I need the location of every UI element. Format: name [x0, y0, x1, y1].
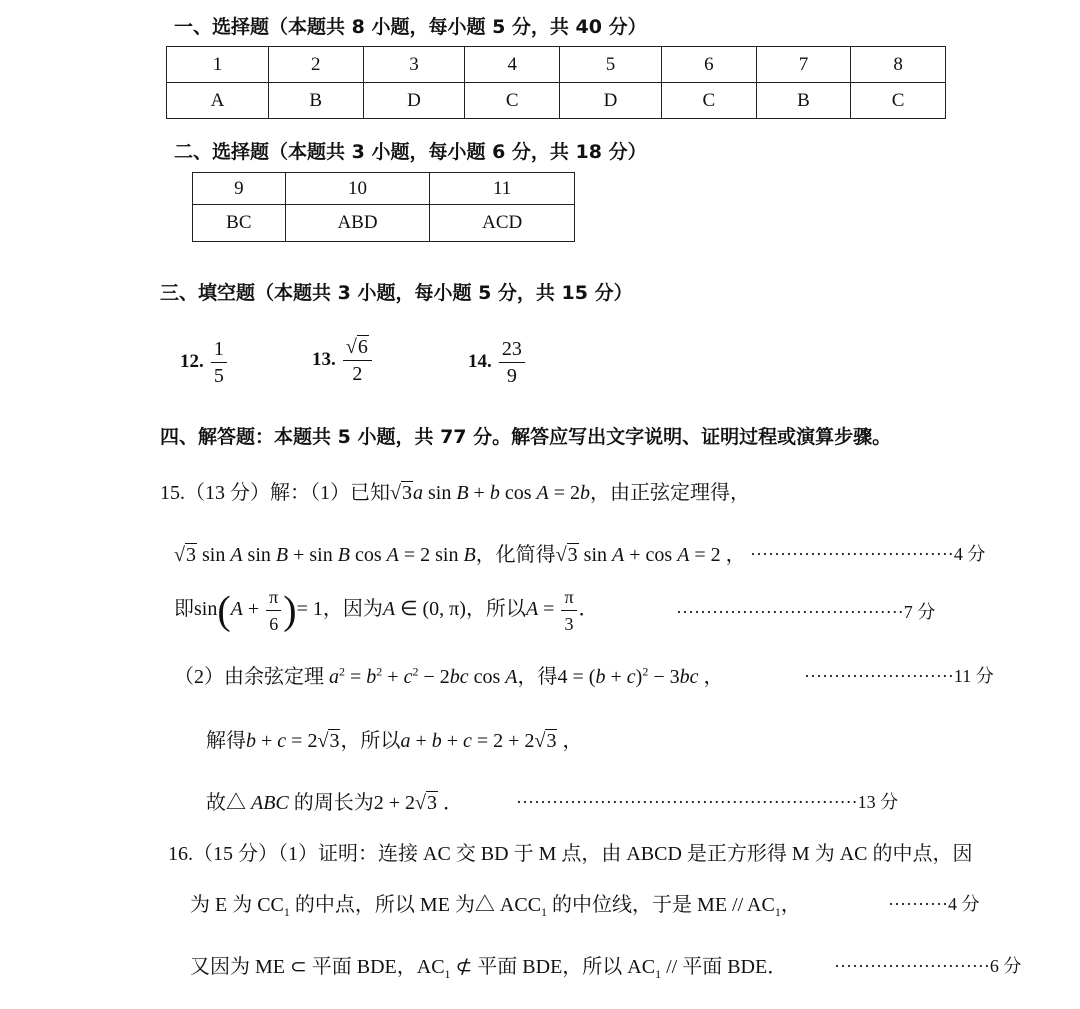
section2-heading: 二、选择题（本题共 3 小题，每小题 6 分，共 18 分）: [174, 141, 647, 163]
q16-line-2: 为 E 为 $CC_1$ 的中点，所以 ME 为△ $ACC_1$ 的中位线，于是 ME // $AC_1$，: [190, 894, 801, 919]
q15-score-1: ··································4 分: [750, 544, 986, 564]
answer-cell-8: C: [851, 83, 946, 119]
q15-line-4: （2）由余弦定理 $a^2 = b^2 + c^2 - 2bc$ cos A，得$4 = (b + c)^2 - 3bc$ ，: [174, 664, 724, 688]
q13-denominator: 2: [352, 363, 363, 385]
question-number-cell-2: 10: [285, 173, 430, 205]
answer-table-1: [166, 46, 946, 119]
answer-q12: [180, 336, 229, 389]
q15-line-3: 即sin(A + $\frac{\pi}{6}$ )= 1，因为A ∈ (0, π)，所以A = $\frac{\pi}{3}$ ．: [174, 584, 599, 637]
q12-numerator: 1: [211, 336, 227, 363]
answer-cell-3: D: [363, 83, 465, 119]
q16-line-1: 16.（15 分）（1）证明：连接 AC 交 BD 于 M 点，由 ABCD 是正方形得 M 为 AC 的中点，因: [168, 843, 973, 865]
q13-numerator: 6: [357, 336, 368, 358]
q16-score-2: ··························6 分: [834, 956, 1022, 976]
q13-label: 13.: [312, 349, 336, 370]
section1-heading: 一、选择题（本题共 8 小题，每小题 5 分，共 40 分）: [174, 16, 647, 38]
question-number-cell-3: 11: [430, 173, 575, 205]
question-number-cell-8: 8: [851, 47, 946, 83]
q16-line-3: 又因为 ME ⊂ 平面 BDE，$AC_1$ ⊄ 平面 BDE，所以 $AC_1$ // 平面 BDE．: [190, 956, 788, 981]
q15-score-4: ·························································13 分: [516, 792, 899, 812]
q12-fraction: [211, 336, 227, 389]
q15-line-1: 15.（13 分）解：（1）已知√3a sin B + b cos A = 2b，由正弦定理得，: [160, 482, 750, 504]
q14-label: 14.: [468, 351, 492, 372]
q14-denominator: 9: [506, 365, 517, 387]
answer-table-2: [192, 172, 575, 242]
q16-score-1: ··········4 分: [888, 894, 980, 914]
q12-denominator: 5: [213, 365, 224, 387]
q14-fraction: [499, 336, 525, 389]
q13-fraction: $\frac{√6}{2}$: [343, 334, 372, 387]
q15-line-5: 解得b + c = 2√3，所以a + b + c = 2 + 2√3 ，: [206, 730, 583, 752]
question-number-cell-2: 2: [268, 47, 363, 83]
answer-cell-2: B: [268, 83, 363, 119]
question-number-cell-5: 5: [560, 47, 662, 83]
answer-cell-2: ABD: [285, 205, 430, 242]
answer-cell-7: B: [756, 83, 851, 119]
q14-numerator: 23: [499, 336, 525, 363]
q12-label: 12.: [180, 351, 204, 372]
section4-heading: 四、解答题：本题共 5 小题，共 77 分。解答应写出文字说明、证明过程或演算步骤。: [160, 426, 892, 448]
answer-q14: [468, 336, 527, 389]
question-number-cell-3: 3: [363, 47, 465, 83]
question-number-cell-1: 9: [193, 173, 286, 205]
answer-cell-3: ACD: [430, 205, 575, 242]
answer-q13: [312, 334, 374, 387]
q15-line-2: √3 sin A sin B + sin B cos A = 2 sin B，化简得√3 sin A + cos A = 2 ，: [174, 544, 746, 566]
answer-cell-1: A: [167, 83, 269, 119]
answer-cell-4: C: [465, 83, 560, 119]
answer-cell-5: D: [560, 83, 662, 119]
q15-score-2: ······································7 分: [676, 602, 936, 622]
question-number-cell-1: 1: [167, 47, 269, 83]
question-number-cell-6: 6: [661, 47, 756, 83]
answer-cell-6: C: [661, 83, 756, 119]
q15-score-3: ·························11 分: [804, 666, 994, 686]
section3-heading: 三、填空题（本题共 3 小题，每小题 5 分，共 15 分）: [160, 282, 633, 304]
question-number-cell-7: 7: [756, 47, 851, 83]
question-number-cell-4: 4: [465, 47, 560, 83]
q15-line-6: 故△ ABC 的周长为2 + 2√3 ．: [206, 792, 464, 814]
answer-cell-1: BC: [193, 205, 286, 242]
